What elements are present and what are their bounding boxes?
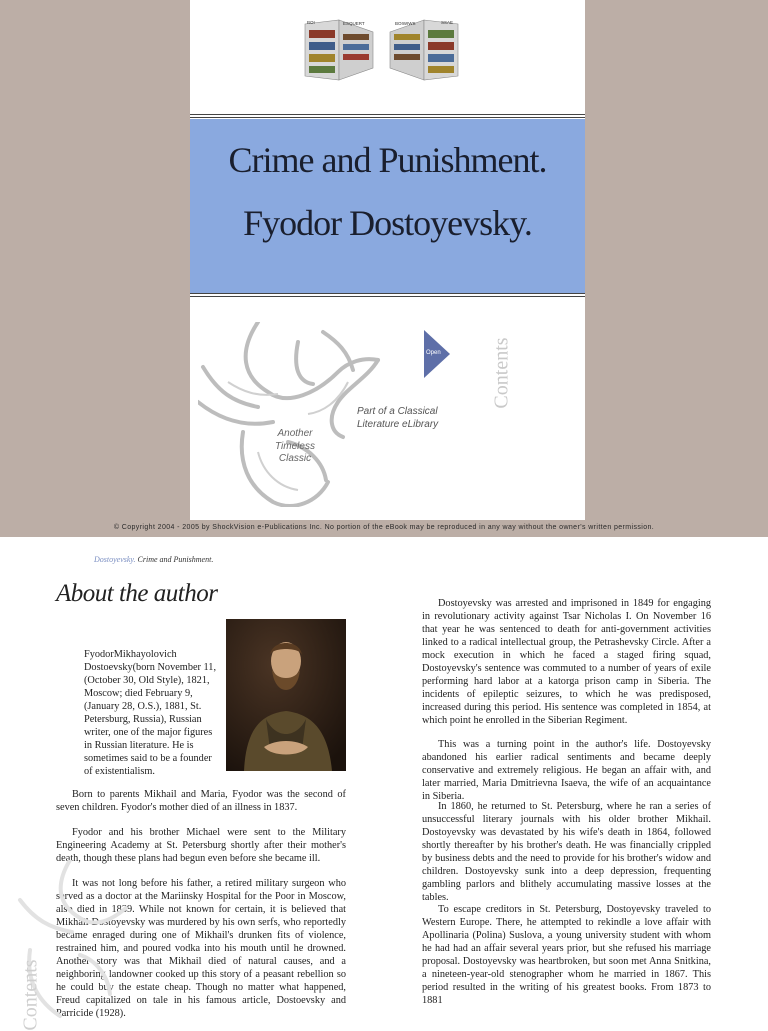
divider	[190, 114, 585, 115]
section-heading: About the author	[56, 580, 218, 607]
bookshelf-logo-icon	[303, 18, 460, 82]
logo-label: SSAE	[441, 20, 454, 25]
contents-watermark-label: Contents	[19, 959, 42, 1031]
title-band	[190, 119, 585, 293]
running-head-title: Crime and Punishment.	[137, 555, 214, 564]
copyright-notice: © Copyright 2004 - 2005 by ShockVision e-Publications Inc. No portion of the eBook may be reproduced in any way without the owner's written permission.	[113, 524, 655, 531]
logo-label: BOIWIWS	[395, 21, 416, 26]
book-author: Fyodor Dostoyevsky.	[243, 203, 532, 243]
running-head	[94, 555, 213, 564]
tagline-another-timeless-classic: Another Timeless Classic	[275, 428, 315, 464]
contents-link-label[interactable]: Contents	[490, 337, 513, 409]
article-paragraph: Dostoyevsky was arrested and imprisoned in 1849 for engaging in revolutionary activity against Tsar Nicholas I. On November 16 that year he was sentenced to death for anti-government activities linked to a radical intellectual group, the Petrashevsky Circle. After a mock execution in which he faced a staged firing squad, Dostoyevsky's sentence was commuted to a number of years of exile performing hard labor at a katorga prison camp in Siberia. The incidents of epileptic seizures, to which he was predisposed, increased during this period. His sentence was completed in 1854, at which point he enrolled in the Siberian Regiment.	[422, 598, 711, 726]
article-paragraph: To escape creditors in St. Petersburg, Dostoyevsky traveled to Western Europe. There, he attempted to rekindle a love affair with Apollinaria (Polina) Suslova, a young university student with whom he had had an affair several years prior, but she refused his marriage proposal. Dostoyevsky was heartbroken, but soon met Anna Snitkina, a nineteen-year-old stenographer whom he married in 1867. This period resulted in the writing of his greatest books. From 1873 to 1881	[422, 904, 711, 1006]
logo-label: BOI	[307, 20, 315, 25]
open-button-label[interactable]: Open	[426, 350, 441, 356]
logo-label: ESQUERT	[343, 21, 365, 26]
article-paragraph: In 1860, he returned to St. Petersburg, where he ran a series of unsuccessful literary journals with his older brother Mikhail. Dostoyevsky was devastated by his wife's death in 1864, followed shortly thereafter by his brother's death. He was financially crippled by business debts and the need to provide for his brother's widow and children. Dostoyevsky sunk into a deep depression, frequenting gambling parlors and blithely accumulating massive losses at the tables.	[422, 801, 711, 903]
tagline-classical-library: Part of a Classical Literature eLibrary	[357, 406, 439, 430]
author-intro-paragraph: FyodorMikhayolovich Dostoevsky(born November 11, (October 30, Old Style), 1821, Moscow; died February 9, (January 28, O.S.), 1881, St. Petersburg, Russia), Russian writer, one of the major figures in Russian literature. He is sometimes said to be a founder of existentialism.	[84, 649, 217, 777]
cover-page	[190, 0, 585, 520]
running-head-author: Dostoyevsky.	[94, 555, 136, 564]
article-paragraph: Born to parents Mikhail and Maria, Fyodor was the second of seven children. Fyodor's mother died of an illness in 1837.	[56, 789, 346, 813]
author-portrait	[226, 619, 346, 771]
divider	[190, 293, 585, 294]
divider	[190, 296, 585, 297]
contents-link[interactable]	[487, 332, 517, 414]
book-title: Crime and Punishment.	[228, 140, 547, 180]
article-paragraph: This was a turning point in the author's life. Dostoyevsky abandoned his earlier radical sentiments and became deeply conservative and extremely religious. He began an affair with, and later married, Maria Dmitrievna Isaeva, the wife of an acquaintance in Siberia.	[422, 739, 711, 802]
article-paragraph: Fyodor and his brother Michael were sent to the Military Engineering Academy at St. Petersburg shortly after their mother's death, though these plans had begun even before she became ill.	[56, 827, 346, 864]
article-paragraph: It was not long before his father, a retired military surgeon who served as a doctor at the Mariinsky Hospital for the Poor in Moscow, also died in 1839. While not known for certain, it is believed that Mikhail Dostoyevsky was murdered by his own serfs, who reportedly became enraged during one of Mikhail's drunken fits of violence, restrained him, and poured vodka into his mouth until he drowned. Another story was that Mikhail died of natural causes, and a neighboring landowner cooked up this story of a peasant rebellion so he could buy the estate cheap. Though no matter what happened, Freud capitalized on tale in his famous article, Dostoevsky and Parricide (1928).	[56, 878, 346, 1019]
contents-watermark	[16, 955, 46, 1031]
divider	[190, 117, 585, 118]
